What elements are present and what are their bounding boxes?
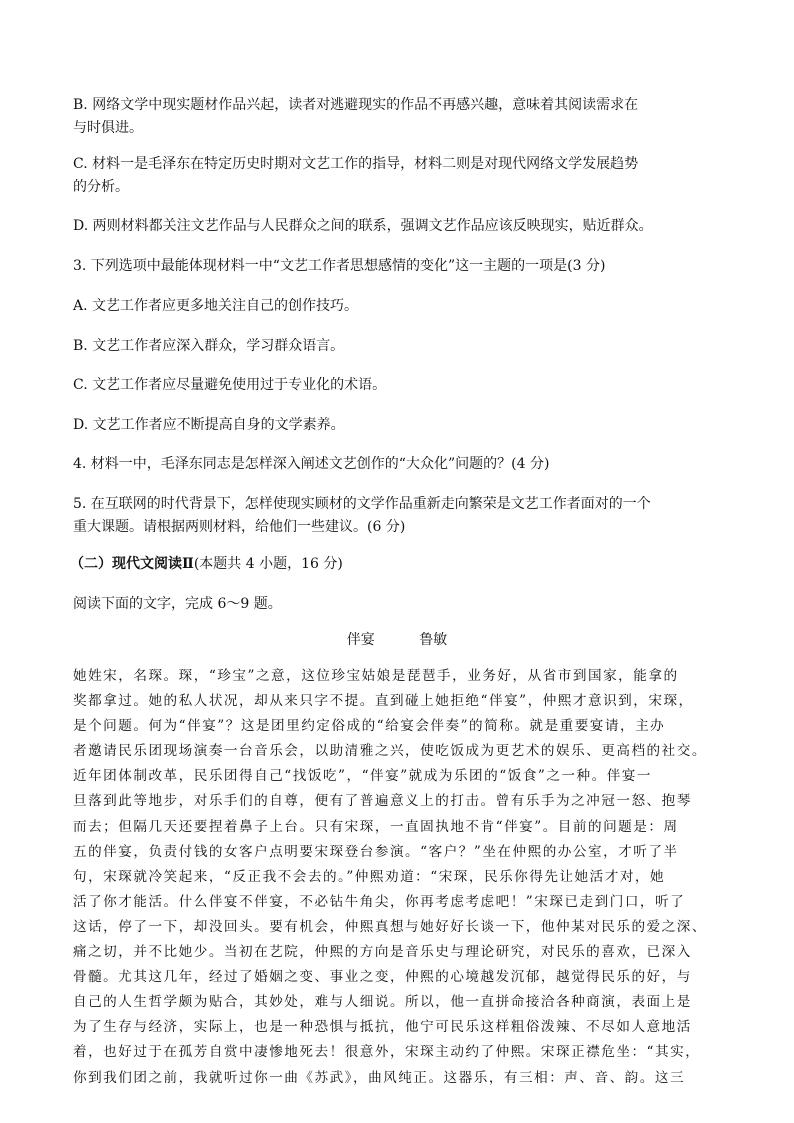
story-line: 痛之切，并不比她少。当初在艺院，仲熙的方向是音乐史与理论研究，对民乐的喜欢，已深入	[73, 944, 692, 961]
question-3-option-c: C. 文艺工作者应尽量避免使用过于专业化的术语。	[73, 377, 387, 393]
story-line: 而去；但隔几天还要捏着鼻子上台。只有宋琛，一直固执地不肯“伴宴”。目前的问题是：周	[73, 818, 679, 835]
option-b-paragraph	[73, 94, 721, 140]
option-b-line-1: B. 网络文学中现实题材作品兴起，读者对逃避现实的作品不再感兴趣，意味着其阅读需求在	[73, 97, 639, 113]
question-5	[73, 493, 721, 539]
story-line: 自己的人生哲学颇为贴合，其妙处，难与人细说。所以，他一直拼命接洽各种商演，表面上是	[73, 994, 692, 1011]
option-c-line-2: 的分析。	[73, 179, 129, 195]
question-3-option-b: B. 文艺工作者应深入群众，学习群众语言。	[73, 338, 345, 354]
option-b-line-2: 与时俱进。	[73, 120, 143, 136]
option-d-paragraph: D. 两则材料都关注文艺作品与人民群众之间的联系，强调文艺作品应该反映现实，贴近群众。	[73, 218, 653, 234]
story-line: 句，宋琛就冷笑起来，“反正我不会去的。”仲熙劝道：“宋琛，民乐你得先让她活才对，她	[73, 868, 666, 885]
story-line: 旦落到此等地步，对乐手们的自尊，便有了普遍意义上的打击。曾有乐手为之冲冠一怒、抱琴	[73, 793, 692, 810]
story-line: 活了你才能活。什么伴宴不伴宴，不必钻牛角尖，你再考虑考虑吧！”宋琛已走到门口，听了	[73, 893, 686, 910]
story-line: 你到我们团之前，我就听过你一曲《苏武》，曲风纯正。这器乐，有三相：声、音、韵。这三	[73, 1069, 686, 1086]
story-author: 鲁敏	[419, 632, 448, 648]
story-line: 为了生存与经济，实际上，也是一种恐惧与抵抗，他宁可民乐这样粗俗泼辣、不尽如人意地活	[73, 1019, 692, 1036]
story-line: 奖都拿过。她的私人状况，却从来只字不提。直到碰上她拒绝“伴宴”，仲熙才意识到，宋琛，	[73, 693, 694, 710]
story-title-row	[0, 629, 794, 651]
section-2-instruction: 阅读下面的文字，完成 6～9 题。	[73, 596, 282, 612]
option-c-line-1: C. 材料一是毛泽东在特定历史时期对文艺工作的指导，材料二则是对现代网络文学发展趋势	[73, 156, 639, 172]
story-line: 骨髓。尤其这几年，经过了婚姻之变、事业之变，仲熙的心境越发沉郁，越觉得民乐的好，与	[73, 969, 692, 986]
story-body	[73, 664, 723, 1091]
story-line: 这话，停了一下，却没回头。要有机会，仲熙真想与她好好长谈一下，他仲某对民乐的爱之深、	[73, 918, 707, 935]
story-line: 她姓宋，名琛。琛，“珍宝”之意，这位珍宝姑娘是琵琶手，业务好，从省市到国家，能拿的	[73, 668, 679, 684]
section-2-heading-row	[70, 553, 718, 576]
story-line: 近年团体制改革，民乐团得自己“找饭吃”，“伴宴”就成为乐团的“饭食”之一种。伴宴一	[73, 768, 652, 785]
story-line: 者邀请民乐团现场演奏一台音乐会，以助清雅之兴，使吃饭成为更艺术的娱乐、更高档的社交。	[73, 743, 707, 760]
question-5-line-1: 5. 在互联网的时代背景下，怎样使现实顾材的文学作品重新走向繁荣是文艺工作者面对的一个	[73, 496, 651, 512]
section-2-note: (本题共 4 小题，16 分)	[193, 556, 343, 572]
story-line: 五的伴宴，负责付钱的女客户点明要宋琛登台参演。“客户？”坐在仲熙的办公室，才听了半	[73, 843, 679, 860]
question-3-stem: 3. 下列选项中最能体现材料一中“文艺工作者思想感情的变化”这一主题的一项是(3 分)	[73, 258, 606, 274]
question-4: 4. 材料一中，毛泽东同志是怎样深入阐述文艺创作的“大众化”问题的？(4 分)	[73, 456, 550, 472]
story-line: 是个问题。何为“伴宴”？这是团里约定俗成的“给宴会伴奏”的简称。就是重要宴请，主办	[73, 718, 666, 735]
section-2-heading: （二）现代文阅读Ⅱ	[70, 556, 194, 572]
option-c-paragraph	[73, 153, 721, 199]
question-3-option-d: D. 文艺工作者应不断提高自身的文学素养。	[73, 417, 345, 433]
story-line: 着，也好过于在孤芳自赏中凄惨地死去！很意外，宋琛主动约了仲熙。宋琛正襟危坐：“其实，	[73, 1044, 701, 1061]
question-5-line-2: 重大课题。请根据两则材料，给他们一些建议。(6 分)	[73, 519, 406, 535]
story-title: 伴宴	[346, 632, 375, 648]
question-3-option-a: A. 文艺工作者应更多地关注自己的创作技巧。	[73, 298, 359, 314]
